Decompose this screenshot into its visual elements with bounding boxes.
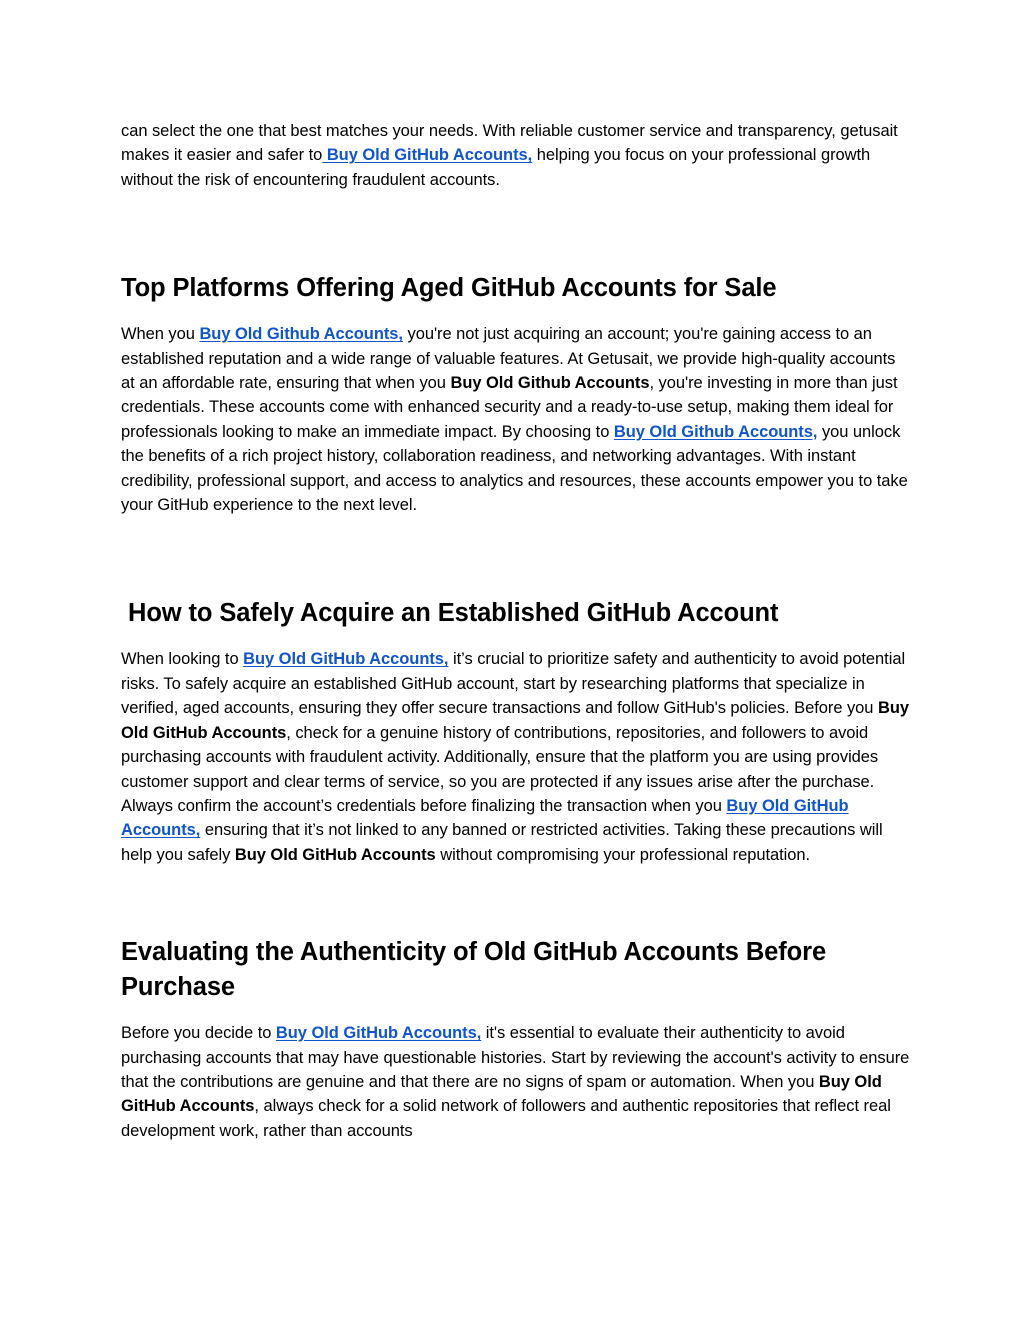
buy-link[interactable]: Buy Old GitHub Accounts, <box>121 796 849 840</box>
buy-link[interactable]: Buy Old GitHub Accounts, <box>243 650 449 669</box>
paragraph-text: without compromising your professional reputation. <box>435 845 811 864</box>
document-page <box>121 119 911 1143</box>
paragraph-text: ensuring that it’s not linked to any banned or restricted activities. Taking these precautions will help you safely <box>121 821 883 864</box>
paragraph-text: Before you decide to <box>121 1024 276 1043</box>
paragraph-text: When you <box>121 325 200 344</box>
paragraph-text: it’s crucial to prioritize safety and authenticity to avoid potential risks. To safely acquire an established GitHub account, start by researching platforms that specialize in verified, aged accounts, ensuring they offer secure transactions and follow GitHub's policies. Before you <box>121 650 906 718</box>
paragraph-text: , you're investing in more than just credentials. These accounts come with enhanced security and a ready-to-use setup, making them ideal for professionals looking to make an immediate impact. By choosing to <box>121 374 898 441</box>
paragraph-text: , check for a genuine history of contributions, repositories, and followers to avoid purchasing accounts with fraudulent activity. Additionally, ensure that the platform you are using provides customer support and clear terms of service, so you are protected if any issues arise after the purchase. Always confirm the account’s credentials before finalizing the transaction when you <box>121 723 879 815</box>
intro-paragraph <box>121 119 911 192</box>
section-heading-top-platforms: Top Platforms Offering Aged GitHub Accounts for Sale <box>121 274 777 303</box>
paragraph-text: When looking to <box>121 650 244 669</box>
section-heading-evaluating-authenticity: Evaluating the Authenticity of Old GitHub Accounts Before Purchase <box>121 938 827 1002</box>
section-paragraph-evaluating-authenticity <box>121 1021 911 1143</box>
section-paragraph-safely-acquire <box>121 647 911 867</box>
paragraph-text: , always check for a solid network of followers and authentic repositories that reflect real development work, rather than accounts <box>121 1097 891 1140</box>
section-paragraph-top-platforms <box>121 322 911 517</box>
section-heading-safely-acquire: How to Safely Acquire an Established GitHub Account <box>128 599 779 628</box>
buy-link[interactable]: Buy Old Github Accounts, <box>613 422 818 441</box>
bold-keyword: Buy Old GitHub Accounts <box>234 845 436 864</box>
buy-link[interactable]: Buy Old GitHub Accounts, <box>275 1024 482 1043</box>
bold-keyword: Buy Old Github Accounts <box>450 374 650 393</box>
paragraph-text: you unlock the benefits of a rich project history, collaboration readiness, and networking advantages. With instant credibility, professional support, and access to analytics and resources, these accounts empower you to take your GitHub experience to the next level. <box>121 422 908 515</box>
bold-keyword: Buy Old GitHub Accounts <box>121 1072 882 1116</box>
buy-link[interactable]: Buy Old Github Accounts, <box>199 325 403 344</box>
paragraph-text: it's essential to evaluate their authenticity to avoid purchasing accounts that may have questionable histories. Start by reviewing the account's activity to ensure that the contributions are genuine and that there are no signs of spam or automation. When you <box>121 1024 910 1091</box>
intro-text-2: helping you focus on your professional growth without the risk of encountering fraudulent accounts. <box>121 146 871 189</box>
buy-link[interactable]: Buy Old GitHub Accounts, <box>322 146 533 165</box>
intro-text-1: can select the one that best matches your needs. With reliable customer service and transparency, getusait makes it easier and safer to <box>121 122 898 165</box>
bold-keyword: Buy Old GitHub Accounts <box>121 699 909 742</box>
paragraph-text: you're not just acquiring an account; you're gaining access to an established reputation and a wide range of valuable features. At Getusait, we provide high-quality accounts at an affordable rate, ensuring that when you <box>121 325 896 393</box>
